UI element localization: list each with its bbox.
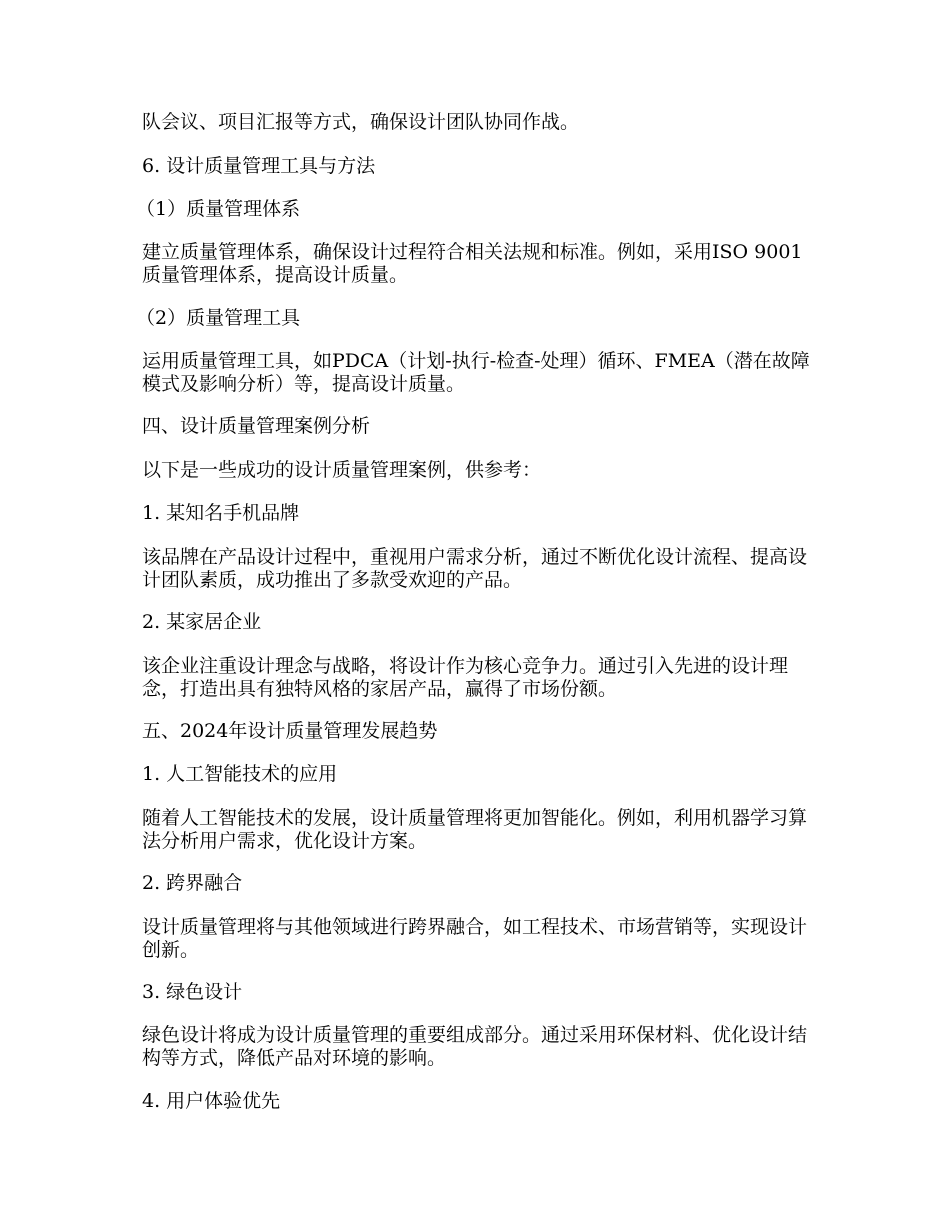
paragraph-text: 绿色设计将成为设计质量管理的重要组成部分。通过采用环保材料、优化设计结构等方式，降低产品对环境的影响。: [142, 1024, 808, 1069]
section-heading: 2. 某家居企业: [142, 611, 262, 633]
section-heading: 4. 用户体验优先: [142, 1090, 281, 1112]
paragraph-text: 设计质量管理将与其他领域进行跨界融合，如工程技术、市场营销等，实现设计创新。: [142, 916, 808, 961]
section-heading: 3. 绿色设计: [142, 981, 243, 1003]
section-heading: 2. 跨界融合: [142, 872, 243, 894]
section-heading: 1. 人工智能技术的应用: [142, 763, 338, 785]
chapter-heading: 四、设计质量管理案例分析: [142, 415, 371, 437]
paragraph-text: 建立质量管理体系，确保设计过程符合相关法规和标准。例如，采用ISO 9001质量管理体系，提高设计质量。: [142, 241, 803, 286]
section-heading: 6. 设计质量管理工具与方法: [142, 155, 376, 177]
paragraph-text: 随着人工智能技术的发展，设计质量管理将更加智能化。例如，利用机器学习算法分析用户需求，优化设计方案。: [142, 807, 808, 852]
subsection-heading: （2）质量管理工具: [136, 307, 301, 329]
paragraph-text: 以下是一些成功的设计质量管理案例，供参考：: [142, 459, 542, 481]
subsection-heading: （1）质量管理体系: [136, 198, 301, 220]
paragraph-text: 该品牌在产品设计过程中，重视用户需求分析，通过不断优化设计流程、提高设计团队素质，成功推出了多款受欢迎的产品。: [142, 546, 808, 591]
paragraph-text: 队会议、项目汇报等方式，确保设计团队协同作战。: [142, 111, 580, 133]
section-heading: 1. 某知名手机品牌: [142, 502, 300, 524]
chapter-heading: 五、2024年设计质量管理发展趋势: [142, 720, 438, 742]
paragraph-text: 该企业注重设计理念与战略，将设计作为核心竞争力。通过引入先进的设计理念，打造出具有独特风格的家居产品，赢得了市场份额。: [142, 655, 789, 700]
paragraph-text: 运用质量管理工具，如PDCA（计划-执行-检查-处理）循环、FMEA（潜在故障模式及影响分析）等，提高设计质量。: [142, 350, 810, 395]
